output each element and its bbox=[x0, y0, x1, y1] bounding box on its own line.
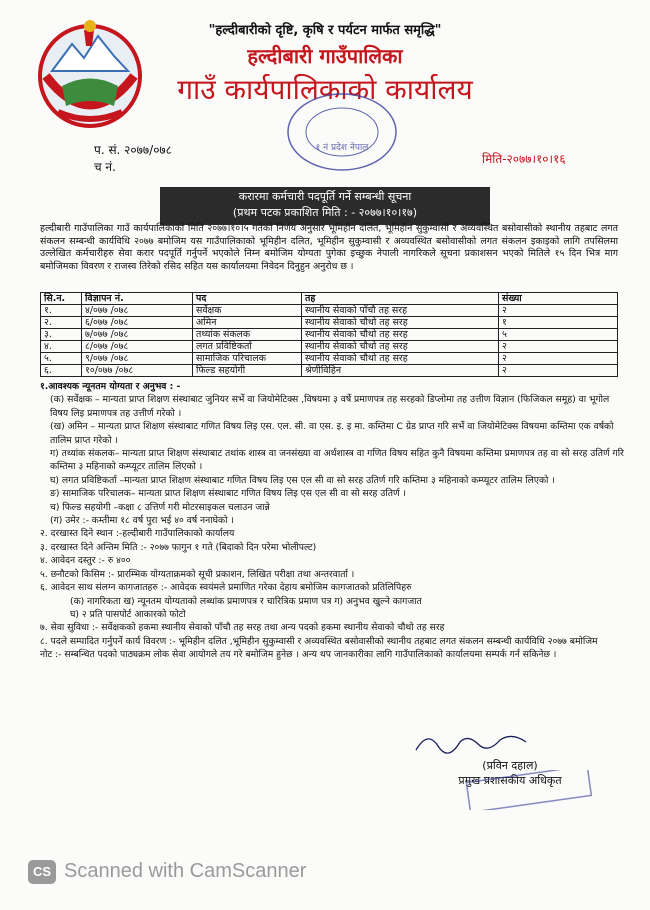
detail-line: ३. दरखास्त दिने अन्तिम मिति :- २०७७ फागुन १ गते (बिदाको दिन परेमा भोलीपल्ट) bbox=[40, 541, 317, 553]
cell-ad-no: १०/०७७ /०७८ bbox=[82, 365, 193, 377]
cell-level: स्थानीय सेवाको चौथो तह सरह bbox=[302, 317, 499, 329]
dispatch-number: च नं. bbox=[94, 160, 116, 174]
cell-post: फिल्ड सहयोगी bbox=[193, 365, 302, 377]
cell-ad-no: ९/०७७ /०७८ bbox=[82, 353, 193, 365]
cell-count: २ bbox=[499, 341, 618, 353]
notice-title-box bbox=[160, 187, 490, 225]
cell-level: स्थानीय सेवाको चौथो तह सरह bbox=[302, 329, 499, 341]
col-header-count: संख्या bbox=[499, 293, 618, 305]
detail-line: (क) नागरिकता ख) न्यूनतम योग्यताको लब्धांक प्रमाणपत्र र चारित्रिक प्रमाण पत्र ग) अनुभव खुल्ने कागजात bbox=[70, 595, 422, 607]
col-header-ad-no: विज्ञापन नं. bbox=[82, 293, 193, 305]
cell-sn: ५. bbox=[41, 353, 82, 365]
detail-line: ७. सेवा सुविधा :- सर्वेक्षकको हकमा स्थानीय सेवाको पाँचौ तह सरह तथा अन्य पदको हकमा स्थानीय सेवाको चौथो तह सरह bbox=[40, 622, 445, 634]
cell-count: ५ bbox=[499, 329, 618, 341]
notice-subtitle: (प्रथम पटक प्रकाशित मिति : - २०७७।१०।१७) bbox=[232, 206, 418, 219]
detail-line: ६. आवेदन साथ संलग्न कागजातहरु :- आवेदक स्वयंमले प्रमाणित गरेका देहाय बमोजिम कागजातको प्रतिलिपिहरु bbox=[40, 582, 412, 594]
detail-line: ८. पदले सम्पादित गर्नुपर्ने कार्य विवरण :- भूमिहीन दलित ,भूमिहीन सुकुम्वासी र अव्यवस्थित बसोवासीको स्थानीय तहबाट लगत संकलन सम्बन्धी कार्यविधि २०७७ बमोजिम bbox=[40, 635, 598, 647]
cell-post: अमिन bbox=[193, 317, 302, 329]
signatory-title: प्रमुख प्रशासकीय अधिकृत bbox=[458, 774, 562, 787]
notice-intro: हल्दीबारी गाउँपालिका गाउँ कार्यपालिकाको मिति २०७७।१०।५ गतेको निर्णय अनुसार भूमिहीन दलित, भूमिहीन सुकुम्वासी र अव्यवस्थित बसोवासीको स्थानीय तहबाट लगत संकलन सम्बन्धी कार्यविधि २०७७ बमोजिम यस गाउँपालिकाको भूमिहीन दलित, भूमिहीन सुकुम्वासी र अव्यवस्थित बसोवासीको लगत संकलन इकाइको लागि तपसिलमा उल्लेखित कर्मचारीहरु सेवा करार पदपूर्ति गर्नुपर्ने भएकोले निम्न बमोजिम योग्यता पुगेका इच्छुक नेपाली नागरिकले सूचना प्रकाशसन भएको मितिले १५ दिन भित्र माग बमोजिमका विवरण र राजस्व तिरेको रसिद सहित यस कार्यालयमा निवेदन दिनुहुन अनुरोध छ । bbox=[40, 223, 618, 272]
cell-post: सामाजिक परिचालक bbox=[193, 353, 302, 365]
office-seal-stamp bbox=[282, 88, 402, 178]
qualification-item: (ग) उमेर :- कम्तीमा १८ वर्ष पुरा भई ४० वर्ष ननाघेको । bbox=[50, 515, 234, 527]
cell-sn: २. bbox=[41, 317, 82, 329]
qualification-item: च) फिल्ड सहयोगी –कक्षा ८ उत्तिर्ण गरी मोटरसाइकल चलाउन जान्ने bbox=[50, 501, 270, 513]
issue-date: मिति-२०७७।१०।१६ bbox=[482, 152, 566, 166]
cell-ad-no: ८/०७७ /०७८ bbox=[82, 341, 193, 353]
table-row bbox=[41, 353, 618, 365]
cell-count: १ bbox=[499, 317, 618, 329]
table-row bbox=[41, 317, 618, 329]
cell-level: स्थानीय सेवाको पाँचौ तह सरह bbox=[302, 305, 499, 317]
table-row bbox=[41, 365, 618, 377]
table-header-row bbox=[41, 293, 618, 305]
notice-body bbox=[40, 380, 624, 662]
cell-post: लगत प्रविष्टिकर्ता bbox=[193, 341, 302, 353]
ref-number: प. सं. २०७७/०७८ bbox=[94, 143, 172, 157]
cell-sn: ३. bbox=[41, 329, 82, 341]
detail-line: ५. छनौटको किसिम :- प्रारम्भिक योग्यताक्रमको सूची प्रकाशन, लिखित परीक्षा तथा अन्तरवार्ता । bbox=[40, 568, 355, 580]
cell-ad-no: ७/०७७ /०७८ bbox=[82, 329, 193, 341]
qualifications-heading: १.आवश्यक न्यूनतम योग्यता र अनुभव : - bbox=[40, 381, 181, 392]
cell-sn: १. bbox=[41, 305, 82, 317]
cell-count: २ bbox=[499, 365, 618, 377]
municipality-name: हल्दीबारी गाउँपालिका bbox=[247, 44, 403, 68]
cell-sn: ४. bbox=[41, 341, 82, 353]
header-motto: "हल्दीबारीको दृष्टि, कृषि र पर्यटन मार्फत समृद्धि" bbox=[208, 23, 442, 38]
detail-line: ४. आवेदन दस्तुर :- रु ४०० bbox=[40, 555, 131, 567]
cell-ad-no: ४/०७७ /०७८ bbox=[82, 305, 193, 317]
official-stamp bbox=[464, 770, 594, 810]
col-header-level: तह bbox=[302, 293, 499, 305]
col-header-sn: सि.न. bbox=[41, 293, 82, 305]
office-name: गाउँ कार्यपालिकाको कार्यालय bbox=[177, 73, 473, 106]
cell-level: स्थानीय सेवाको चौथो तह सरह bbox=[302, 341, 499, 353]
detail-line: घ) २ प्रति पासपोर्ट आकारको फोटो bbox=[70, 608, 186, 620]
cell-post: तथ्यांक संकलक bbox=[193, 329, 302, 341]
cell-level: स्थानीय सेवाको चौथो तह सरह bbox=[302, 353, 499, 365]
table-row bbox=[41, 305, 618, 317]
table-row bbox=[41, 329, 618, 341]
camscanner-logo-icon: CS bbox=[28, 860, 56, 884]
qualification-item: ग) तथ्यांक संकलक– मान्यता प्राप्त शिक्षण संस्थाबाट तथांक शास्त्र वा जनसंख्या वा अर्थशास्त्र वा गणित विषय सहित कुनै विषयमा कम्तिमा प्रमाणपत्र तह वा सो सरह उतिर्ण गरि कम्तिमा ३ महिनाको कम्प्यूटर तालिम लिएको । bbox=[50, 448, 624, 473]
cell-post: सर्वेक्षक bbox=[193, 305, 302, 317]
table-row bbox=[41, 341, 618, 353]
detail-line: २. दरखास्त दिने स्थान :-हल्दीबारी गाउँपालिकाको कार्यालय bbox=[40, 528, 235, 540]
qualification-item: ङ) सामाजिक परिचालक– मान्यता प्राप्त शिक्षण संस्थाबाट गणित विषय लिइ एस एल सी वा सो सरह उतिर्ण । bbox=[50, 488, 406, 500]
vacancy-table bbox=[40, 292, 618, 377]
cell-ad-no: ६/०७७ /०७८ bbox=[82, 317, 193, 329]
cell-sn: ६. bbox=[41, 365, 82, 377]
qualification-item: घ) लगत प्रविष्टिकर्ता –मान्यता प्राप्त शिक्षण संस्थाबाट गणित विषय लिइ एस एल सी वा सो सरह उतिर्ण गरि कम्तिमा ३ महिनाको कम्प्यूटर तालिम लिएको । bbox=[50, 474, 555, 486]
reference-block bbox=[94, 142, 172, 176]
camscanner-watermark: Scanned with CamScanner bbox=[64, 860, 307, 882]
signatory-name: (प्रविन दहाल) bbox=[482, 759, 538, 772]
seal-text: १ नं प्रदेश नेपाल bbox=[315, 143, 369, 153]
col-header-post: पद bbox=[193, 293, 302, 305]
cell-count: २ bbox=[499, 353, 618, 365]
note-line: नोट :- सम्बन्धित पदको पाठ्यक्रम लोक सेवा आयोगले तय गरे बमोजिम हुनेछ । अन्य थप जानकारीका लागि गाउँपालिकाको कार्यालयमा सम्पर्क गर्न सकिनेछ । bbox=[40, 649, 557, 661]
qualification-item: (ख) अमिन – मान्यता प्राप्त शिक्षण संस्थाबाट गणित विषय लिइ एस. एल. सी. वा एस. इ. इ मा. कम्तिमा C ग्रेड प्राप्त गरि सर्भे वा जियोमेटिक्स विषयमा कम्तिमा एक वर्षको तालिम प्राप्त गरेको । bbox=[50, 421, 614, 446]
notice-title: करारमा कर्मचारी पदपूर्ति गर्ने सम्बन्धी सूचना bbox=[238, 190, 412, 203]
cell-level: श्रेणीविहिन bbox=[302, 365, 499, 377]
cell-count: २ bbox=[499, 305, 618, 317]
qualification-item: (क) सर्वेक्षक – मान्यता प्राप्त शिक्षण संस्थाबाट जुनियर सर्भे वा जियोमेटिक्स ,विषयमा ३ वर्षे प्रमाणपत्र तह सरहको डिप्लोमा तह उत्तीण विज्ञान (फिजिकल समूह) वा भूगोल विषय लिइ प्रमाणपत्र तह उत्तीर्ण गरेको । bbox=[50, 394, 610, 419]
